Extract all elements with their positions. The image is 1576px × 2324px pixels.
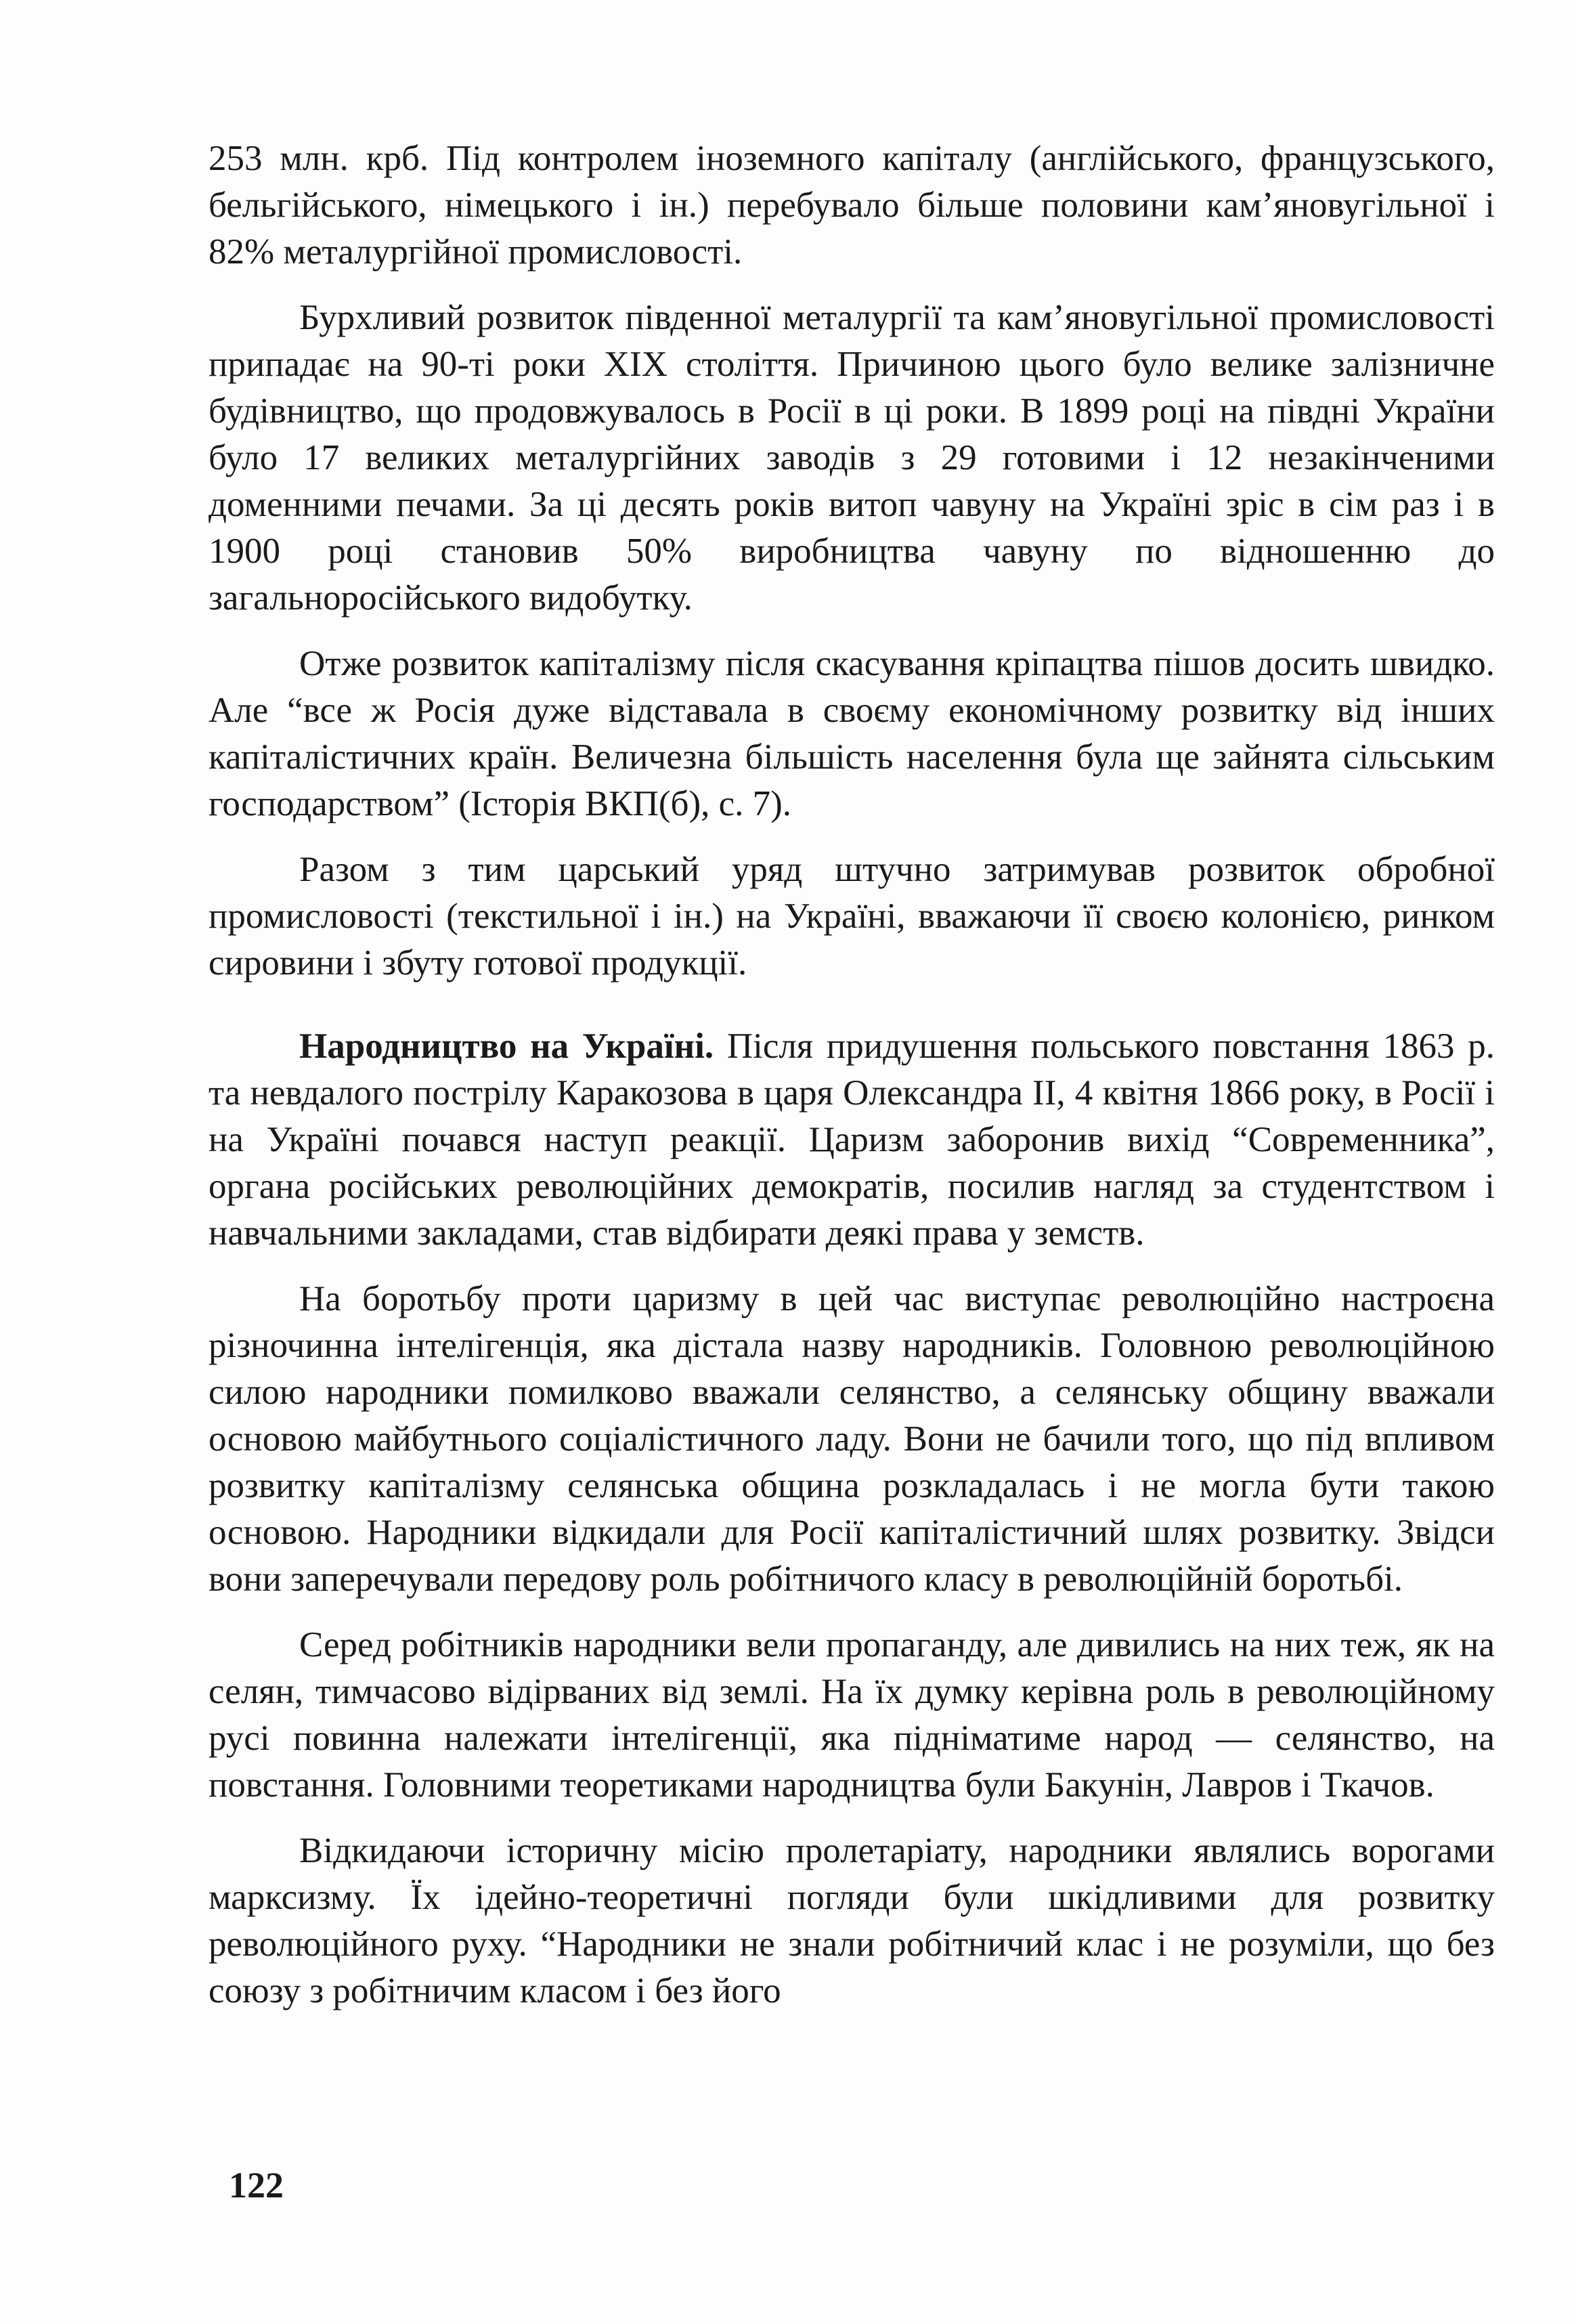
paragraph-5 — [209, 1023, 1495, 1257]
paragraph-1-text: 253 млн. крб. Під контролем іноземного капіталу (англійського, французського, бельгійського, німецького і ін.) перебувало більше половини кам’яновугільної і 82% металургійної промисловості. — [209, 139, 1495, 272]
text-column — [209, 135, 1495, 2034]
paragraph-7-text: Серед робітників народники вели пропаганду, але дивились на них теж, як на селян, тимчасово відірваних від землі. На їх думку керівна роль в революційному русі повинна належати інтелігенції, яка підніматиме народ — селянство, на повстання. Головними теоретиками народництва були Бакунін, Лавров і Ткачов. — [209, 1625, 1495, 1805]
paragraph-3 — [209, 641, 1495, 827]
paragraph-2 — [209, 295, 1495, 622]
paragraph-5-text: Після придушення польського повстання 1863 р. та невдалого пострілу Каракозова в царя Олександра II, 4 квітня 1866 року, в Росії і на Україні почався наступ реакції. Царизм заборонив вихід “Современника”, органа російських революційних демократів, посилив нагляд за студентством і навчальними закладами, став відбирати деякі права у земств. — [209, 1027, 1495, 1253]
paragraph-8 — [209, 1828, 1495, 2015]
paragraph-3-text: Отже розвиток капіталізму після скасування кріпацтва пішов досить швидко. Але “все ж Росія дуже відставала в своєму економічному розвитку від інших капіталістичних країн. Величезна більшість населення була ще зайнята сільським господарством” (Історія ВКП(б), с. 7). — [209, 644, 1495, 823]
section-heading: Народництво на Україні. — [299, 1027, 714, 1066]
paragraph-6-text: На боротьбу проти царизму в цей час виступає революційно настроєна різночинна інтелігенція, яка дістала назву народників. Головною революційною силою народники помилково вважали селянство, а селянську общину вважали основою майбутнього соціалістичного ладу. Вони не бачили того, що під впливом розвитку капіталізму селянська община розкладалась і не могла бути такою основою. Народники відкидали для Росії капіталістичний шлях розвитку. Звідси вони заперечували передову роль робітничого класу в революційній боротьбі. — [209, 1279, 1495, 1599]
paragraph-8-text: Відкидаючи історичну місію пролетаріату, народники являлись ворогами марксизму. Їх ідейно-теоретичні погляди були шкідливими для розвитку революційного руху. “Народники не знали робітничий клас і не розуміли, що без союзу з робітничим класом і без його — [209, 1831, 1495, 2010]
page-number: 122 — [229, 2165, 284, 2205]
paragraph-4 — [209, 846, 1495, 987]
paragraph-6 — [209, 1276, 1495, 1603]
paragraph-7 — [209, 1622, 1495, 1809]
paragraph-1 — [209, 135, 1495, 276]
paragraph-4-text: Разом з тим царський уряд штучно затримував розвиток обробної промисловості (текстильної і ін.) на Україні, вважаючи її своєю колонією, ринком сировини і збуту готової продукції. — [209, 850, 1495, 983]
paragraph-2-text: Бурхливий розвиток південної металургії та кам’яновугільної промисловості припадає на 90-ті роки XIX століття. Причиною цього було велике залізничне будівництво, що продовжувалось в Росії в ці роки. В 1899 році на півдні України було 17 великих металургійних заводів з 29 готовими і 12 незакінченими доменними печами. За ці десять років витоп чавуну на Україні зріс в сім раз і в 1900 році становив 50% виробництва чавуну по відношенню до загальноросійського видобутку. — [209, 298, 1495, 618]
